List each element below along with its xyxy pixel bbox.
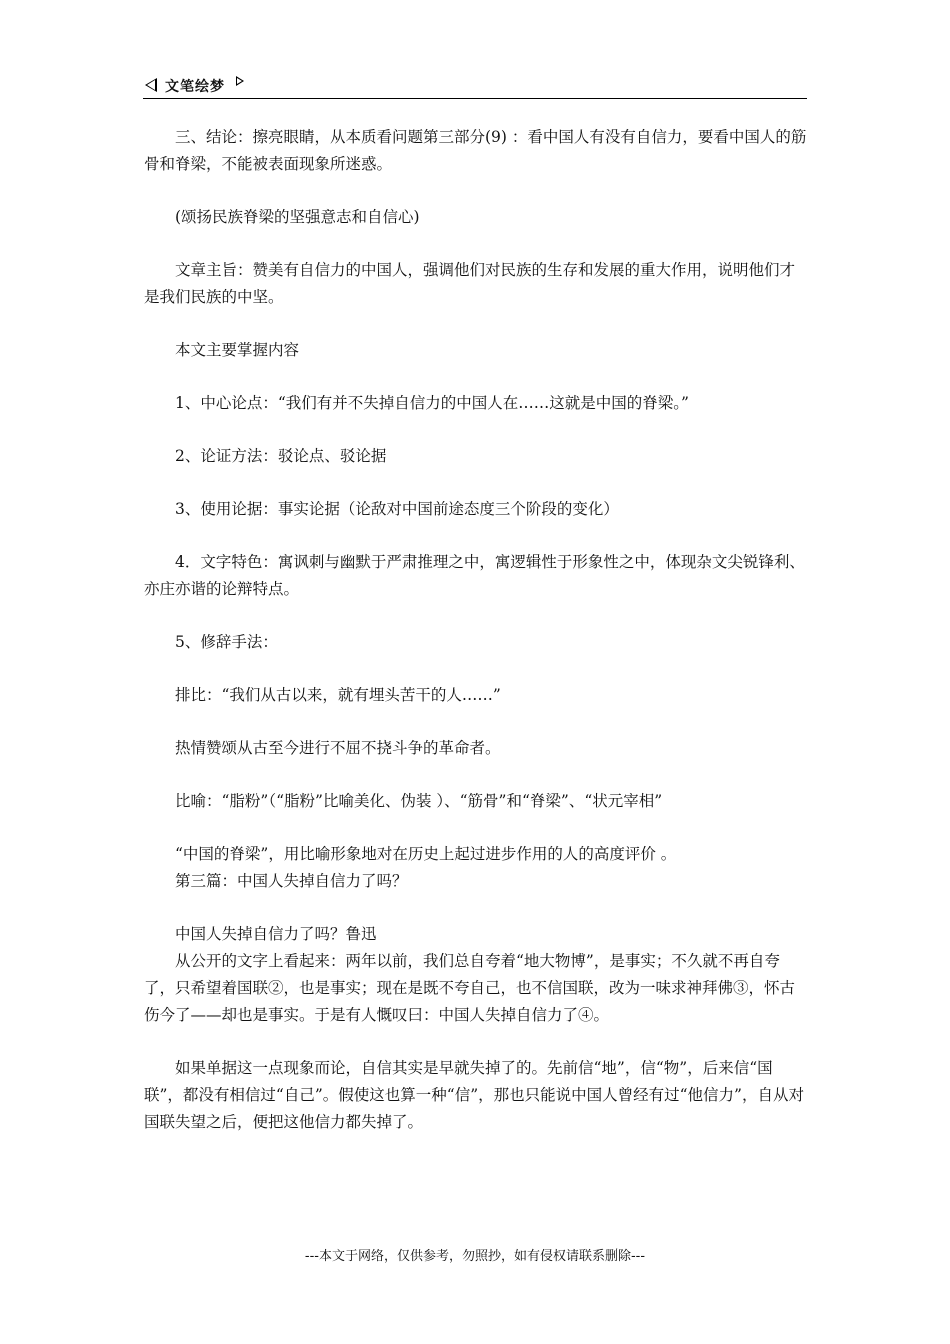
paragraph-evidence: 3、使用论据：事实论据（论敌对中国前途态度三个阶段的变化） — [175, 500, 619, 518]
paragraph-key-content-heading: 本文主要掌握内容 — [175, 341, 300, 359]
paragraph-third-article-title: 第三篇：中国人失掉自信力了吗？ — [175, 872, 408, 890]
paragraph-main-idea: 文章主旨：赞美有自信力的中国人，强调他们对民族的生存和发展的重大作用，说明他们才是我们民族的中坚。 — [144, 261, 796, 306]
paragraph-rhetoric-heading: 5、修辞手法： — [175, 633, 278, 651]
paragraph-praise: 热情赞颂从古至今进行不屈不挠斗争的革命者。 — [175, 739, 501, 757]
paragraph-backbone: “中国的脊梁”，用比喻形象地对在历史上起过进步作用的人的高度评价 。 — [175, 845, 677, 863]
paragraph-central-argument: 1、中心论点：“我们有并不失掉自信力的中国人在……这就是中国的脊梁。” — [175, 394, 689, 412]
paragraph-metaphor: 比喻：“脂粉”（“脂粉”比喻美化、伪装 ）、“筋骨”和“脊梁”、“状元宰相” — [175, 792, 663, 810]
paragraph-essay-body-2: 如果单据这一点现象而论，自信其实是早就失掉了的。先前信“地”，信“物”，后来信“国联”，都没有相信过“自己”。假使这也算一种“信”，那也只能说中国人曾经有过“他信力”，自从对国联失望之后，便把这他信力都失掉了。 — [144, 1059, 804, 1131]
paragraph-parallelism: 排比：“我们从古以来，就有埋头苦干的人……” — [175, 686, 501, 704]
paragraph-essay-title: 中国人失掉自信力了吗？鲁迅 — [175, 925, 377, 943]
paragraph-praise-note: (颂扬民族脊梁的坚强意志和自信心) — [175, 208, 420, 226]
paragraph-argument-method: 2、论证方法：驳论点、驳论据 — [175, 447, 387, 465]
document-body — [144, 124, 808, 1136]
paragraph-essay-body-1: 从公开的文字上看起来：两年以前，我们总自夸着“地大物博”，是事实；不久就不再自夸了，只希望着国联②，也是事实；现在是既不夸自己，也不信国联，改为一味求神拜佛③，怀古伤今了——却也是事实。于是有人慨叹曰：中国人失掉自信力了④。 — [144, 952, 796, 1024]
paragraph-writing-style: 4．文字特色：寓讽刺与幽默于严肃推理之中，寓逻辑性于形象性之中，体现杂文尖锐锋利、亦庄亦谐的论辩特点。 — [144, 553, 805, 598]
footer-notice: ---本文于网络，仅供参考，勿照抄，如有侵权请联系删除--- — [304, 1249, 646, 1264]
page-header — [143, 72, 807, 99]
paragraph-conclusion: 三、结论：擦亮眼睛，从本质看问题第三部分(9) ：看中国人有没有自信力，要看中国人的筋骨和脊梁，不能被表面现象所迷惑。 — [144, 128, 807, 173]
header-brand: 文笔绘梦 — [165, 79, 225, 95]
triangle-left-icon — [145, 78, 157, 92]
triangle-right-icon — [236, 76, 244, 86]
